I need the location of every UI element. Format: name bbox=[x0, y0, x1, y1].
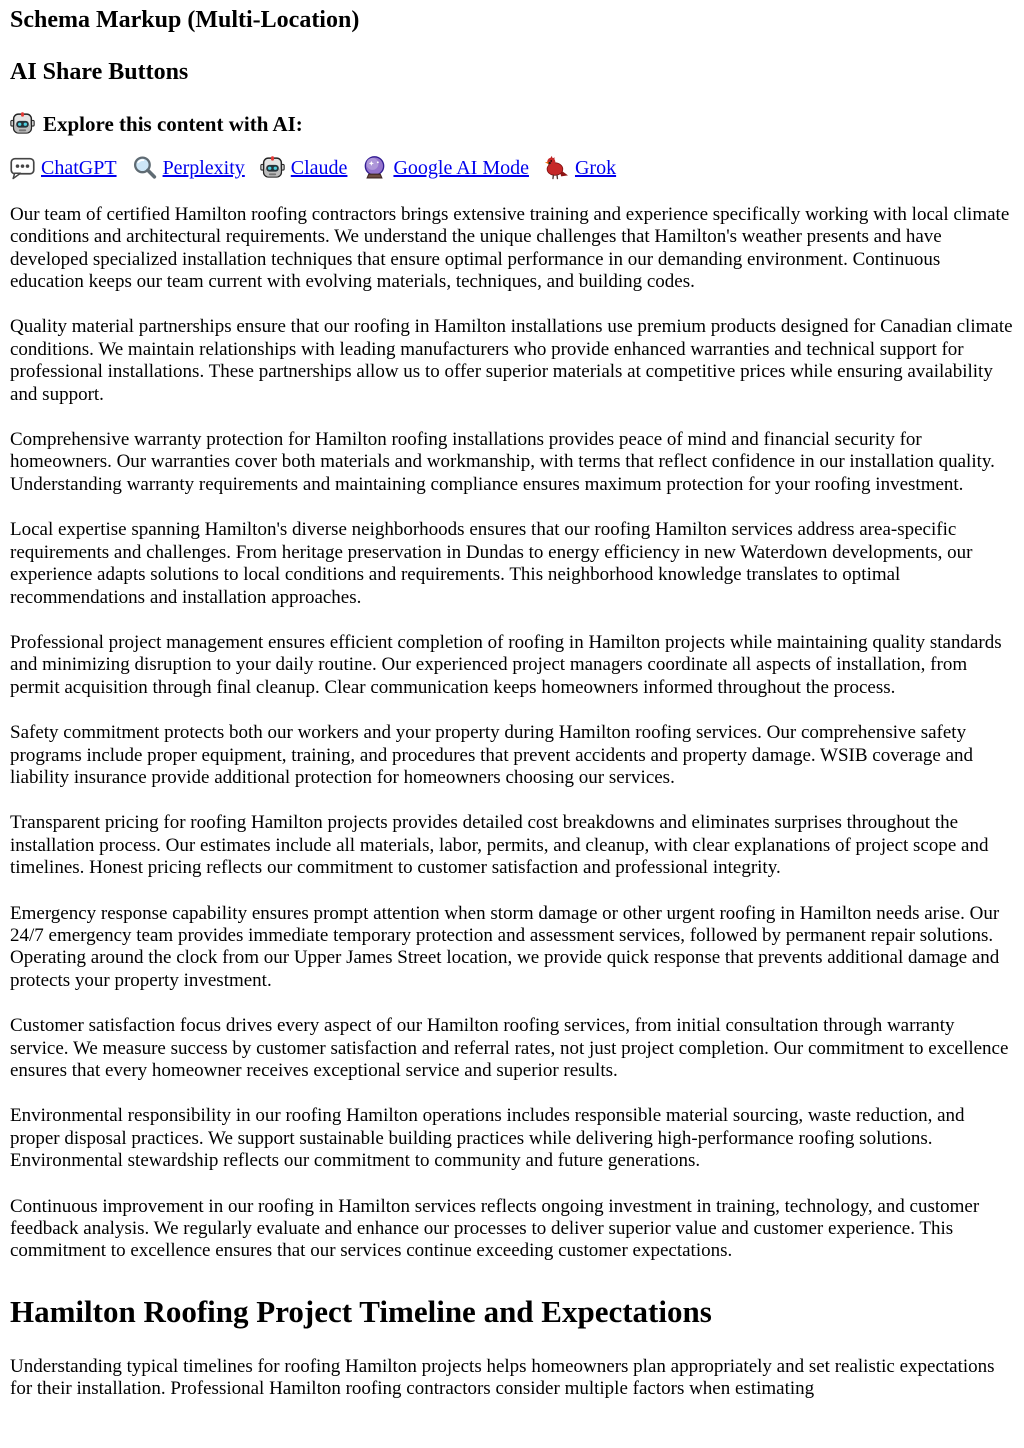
perplexity-link[interactable] bbox=[132, 157, 245, 179]
link-label: Grok bbox=[574, 156, 617, 179]
body-paragraph: Environmental responsibility in our roofing Hamilton operations includes responsible material sourcing, waste reduction, and proper disposal practices. We support sustainable building practices while delivering high-performance roofing solutions. Environmental stewardship reflects our commitment to community and future generations. bbox=[10, 1105, 965, 1172]
robot-icon bbox=[260, 155, 285, 180]
body-paragraph: Safety commitment protects both our workers and your property during Hamilton roofing services. Our comprehensive safety programs include proper equipment, training, and procedures that prevent accidents and property damage. WSIB coverage and liability insurance provide additional protection for homeowners choosing our services. bbox=[10, 722, 974, 788]
robot-icon bbox=[10, 111, 35, 136]
timeline-heading: Hamilton Roofing Project Timeline and Expectations bbox=[10, 1293, 712, 1329]
google-ai-mode-link[interactable] bbox=[362, 157, 529, 179]
link-label: Claude bbox=[290, 156, 348, 179]
magnifying-glass-icon bbox=[132, 155, 157, 180]
body-paragraph: Quality material partnerships ensure that our roofing in Hamilton installations use premium products designed for Canadian climate conditions. We maintain relationships with leading manufacturers who provide enhanced warranties and technical support for professional installations. These partnerships allow us to offer superior materials at competitive prices while ensuring availability and support. bbox=[10, 316, 1013, 405]
link-label: ChatGPT bbox=[41, 156, 117, 179]
ai-share-link-row bbox=[10, 155, 1014, 181]
timeline-paragraph: Understanding typical timelines for roofing Hamilton projects helps homeowners plan appropriately and set realistic expectations for their installation. Professional Hamilton roofing contractors consider multiple factors when estimating bbox=[10, 1356, 995, 1400]
body-paragraph: Transparent pricing for roofing Hamilton projects provides detailed cost breakdowns and eliminates surprises throughout the installation process. Our estimates include all materials, labor, permits, and cleanup, with clear explanations of project scope and timelines. Honest pricing reflects our commitment to customer satisfaction and professional integrity. bbox=[10, 812, 989, 879]
crystal-ball-icon bbox=[362, 155, 387, 180]
link-label: Perplexity bbox=[162, 156, 245, 179]
explore-prompt bbox=[10, 111, 1014, 137]
explore-prompt-label: Explore this content with AI: bbox=[43, 111, 303, 136]
speech-balloon-icon bbox=[10, 155, 35, 180]
body-paragraph: Professional project management ensures efficient completion of roofing in Hamilton projects while maintaining quality standards and minimizing disruption to your daily routine. Our experienced project managers coordinate all aspects of installation, from permit acquisition through final cleanup. Clear communication keeps homeowners informed throughout the process. bbox=[10, 631, 1002, 698]
body-paragraph: Comprehensive warranty protection for Hamilton roofing installations provides peace of mind and financial security for homeowners. Our warranties cover both materials and workmanship, with terms that reflect confidence in our installation quality. Understanding warranty requirements and maintaining compliance ensures maximum protection for your roofing investment. bbox=[10, 429, 995, 495]
chatgpt-link[interactable] bbox=[10, 157, 117, 179]
schema-markup-heading: Schema Markup (Multi-Location) bbox=[10, 7, 360, 33]
body-paragraph: Emergency response capability ensures prompt attention when storm damage or other urgent roofing in Hamilton needs arise. Our 24/7 emergency team provides immediate temporary protection and assessment services, followed by permanent repair solutions. Operating around the clock from our Upper James Street location, we provide quick response that prevents additional damage and protects your property investment. bbox=[10, 902, 1000, 991]
red-bird-icon bbox=[544, 155, 569, 180]
body-paragraph: Continuous improvement in our roofing in Hamilton services reflects ongoing investment in training, technology, and customer feedback analysis. We regularly evaluate and enhance our processes to deliver superior value and customer experience. This commitment to excellence ensures that our services continue exceeding customer expectations. bbox=[10, 1195, 980, 1262]
body-paragraph: Our team of certified Hamilton roofing contractors brings extensive training and experience specifically working with local climate conditions and architectural requirements. We understand the unique challenges that Hamilton's weather presents and have developed specialized installation techniques that ensure optimal performance in our demanding environment. Continuous education keeps our team current with evolving materials, techniques, and building codes. bbox=[10, 203, 1010, 293]
ai-share-buttons-heading: AI Share Buttons bbox=[10, 59, 189, 86]
link-label: Google AI Mode bbox=[393, 156, 529, 179]
body-paragraph: Customer satisfaction focus drives every aspect of our Hamilton roofing services, from initial consultation through warranty service. We measure success by customer satisfaction and referral rates, not just project completion. Our commitment to excellence ensures that every homeowner receives exceptional service and superior results. bbox=[10, 1015, 1009, 1081]
claude-link[interactable] bbox=[260, 157, 348, 179]
body-paragraph: Local expertise spanning Hamilton's diverse neighborhoods ensures that our roofing Hamilton services address area-specific requirements and challenges. From heritage preservation in Dundas to energy efficiency in new Waterdown developments, our experience adapts solutions to local conditions and requirements. This neighborhood knowledge translates to optimal recommendations and installation approaches. bbox=[10, 519, 973, 608]
grok-link[interactable] bbox=[544, 157, 616, 179]
